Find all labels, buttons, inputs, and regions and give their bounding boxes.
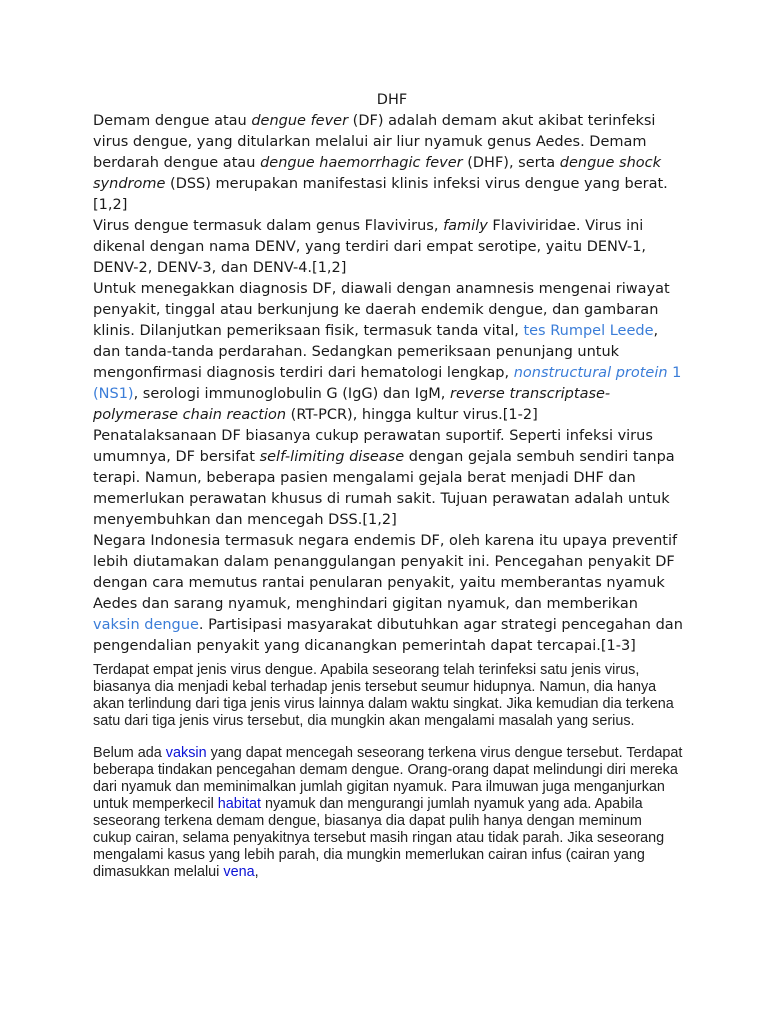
link-italic-text[interactable]: nonstructural protein <box>513 365 668 381</box>
italic-term: reverse transcriptase-polymerase chain reaction <box>93 386 611 423</box>
text-run: Virus dengue termasuk dalam genus Flavivirus, <box>93 218 444 234</box>
italic-term: family <box>443 218 488 234</box>
paragraph-prevention <box>93 531 683 657</box>
text-run: Flaviviridae. Virus ini dikenal dengan nama DENV, yang terdiri dari empat serotipe, yaitu DENV-1, DENV-2, DENV-3, dan DENV-4.[1,2] <box>93 218 647 276</box>
italic-term: self-limiting disease <box>259 449 405 465</box>
text-run: , dan tanda-tanda perdarahan. Sedangkan pemeriksaan penunjang untuk mengonfirmasi diagnosis terdiri dari hematologi lengkap, <box>93 323 659 381</box>
italic-term: dengue haemorrhagic fever <box>260 155 463 171</box>
document-title: DHF <box>376 92 408 108</box>
link-tes-rumpel-leede[interactable]: tes Rumpel Leede <box>523 323 654 339</box>
text-run: (DSS) merupakan manifestasi klinis infeksi virus dengue yang berat.[1,2] <box>93 176 668 213</box>
text-run: dengan gejala sembuh sendiri tanpa terapi. Namun, beberapa pasien mengalami gejala berat menjadi DHF dan memerlukan perawatan khusus di rumah sakit. Tujuan perawatan adalah untuk menyembuhkan dan mencegah DSS.[1,2] <box>93 449 675 528</box>
text-run: nyamuk dan mengurangi jumlah nyamuk yang ada. Apabila seseorang terkena demam dengue, biasanya dia dapat pulih hanya dengan meminum cukup cairan, selama penyakitnya tersebut masih ringan atau tidak parah. Jika seseorang mengalami kasus yang lebih parah, dia mungkin memerlukan cairan infus (cairan yang dimasukkan melalui <box>93 796 665 880</box>
text-run: (RT-PCR), hingga kultur virus.[1-2] <box>286 407 538 423</box>
link-vena[interactable]: vena <box>223 864 255 880</box>
text-run: . Partisipasi masyarakat dibutuhkan agar strategi pencegahan dan pengendalian penyakit yang dicanangkan pemerintah dapat tercapai.[1-3] <box>93 617 683 654</box>
italic-term: dengue shock syndrome <box>93 155 662 192</box>
text-run: Belum ada <box>93 745 166 761</box>
link-vaksin[interactable]: vaksin <box>165 745 207 761</box>
paragraph-definition <box>93 111 683 216</box>
paragraph-virus-types: Terdapat empat jenis virus dengue. Apabila seseorang telah terinfeksi satu jenis virus, biasanya dia menjadi kebal terhadap jenis tersebut seumur hidupnya. Namun, dia hanya akan terlindung dari tiga jenis virus lainnya dalam waktu singkat. Jika kemudian dia terkena satu dari tiga jenis virus tersebut, dia mungkin akan mengalami masalah yang serius. <box>93 662 674 729</box>
italic-term: dengue fever <box>251 113 349 129</box>
paragraph-virus <box>93 216 683 279</box>
text-run: , serologi immunoglobulin G (IgG) dan IgM, <box>133 386 451 402</box>
article-body <box>93 111 683 657</box>
text-run: yang dapat mencegah seseorang terkena virus dengue tersebut. Terdapat beberapa tindakan pencegahan demam dengue. Orang-orang dapat melindungi diri mereka dari nyamuk dan meminimalkan jumlah gigitan nyamuk. Para ilmuwan juga menganjurkan untuk memperkecil <box>93 745 683 812</box>
paragraph-vaccine <box>93 745 683 881</box>
text-run: , <box>254 864 259 880</box>
link-habitat[interactable]: habitat <box>217 796 261 812</box>
text-run: Untuk menegakkan diagnosis DF, diawali dengan anamnesis mengenai riwayat penyakit, tinggal atau berkunjung ke daerah endemik dengue, dan gambaran klinis. Dilanjutkan pemeriksaan fisik, termasuk tanda vital, <box>93 281 670 339</box>
link-text[interactable]: 1 (NS1) <box>93 365 682 402</box>
paragraph-diagnosis <box>93 279 683 426</box>
text-run: (DF) adalah demam akut akibat terinfeksi virus dengue, yang ditularkan melalui air liur nyamuk genus Aedes. Demam berdarah dengue atau <box>93 113 656 171</box>
document-page <box>93 90 683 881</box>
text-run: Demam dengue atau <box>93 113 252 129</box>
paragraph-treatment <box>93 426 683 531</box>
text-run: Penatalaksanaan DF biasanya cukup perawatan suportif. Seperti infeksi virus umumnya, DF bersifat <box>93 428 653 465</box>
text-run: (DHF), serta <box>462 155 560 171</box>
text-run: Negara Indonesia termasuk negara endemis DF, oleh karena itu upaya preventif lebih diutamakan dalam penanggulangan penyakit ini. Pencegahan penyakit DF dengan cara memutus rantai penularan penyakit, yaitu memberantas nyamuk Aedes dan sarang nyamuk, menghindari gigitan nyamuk, dan memberikan <box>93 533 678 612</box>
link-vaksin-dengue[interactable]: vaksin dengue <box>93 617 199 633</box>
article-body-secondary <box>93 662 683 881</box>
